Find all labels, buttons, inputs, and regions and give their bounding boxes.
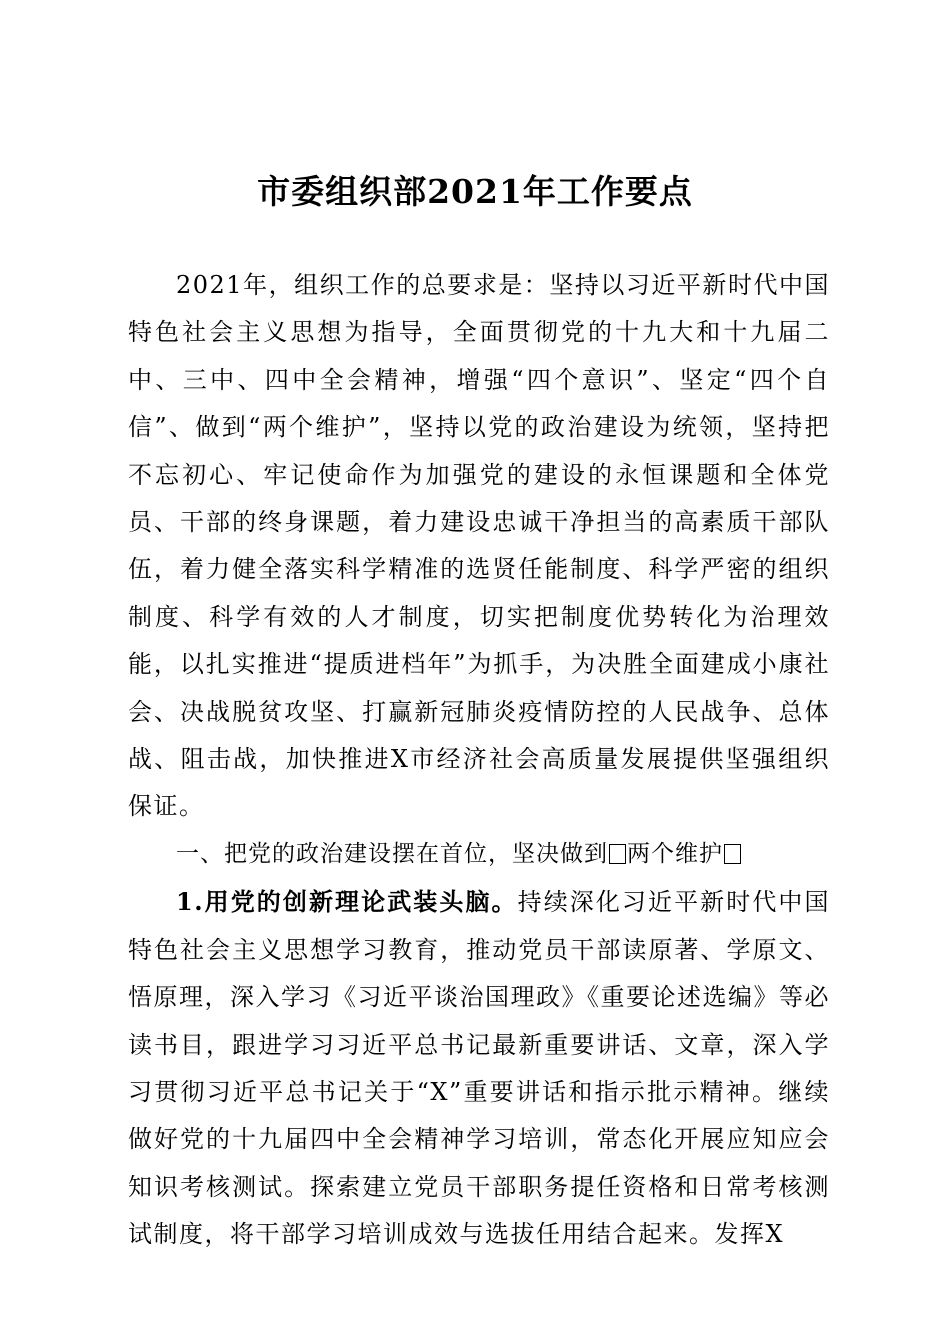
document-body xyxy=(128,262,830,1259)
item-1-lead: 1.用党的创新理论武装头脑。 xyxy=(176,887,518,917)
intro-paragraph: 2021年，组织工作的总要求是：坚持以习近平新时代中国特色社会主义思想为指导，全面贯彻党的十九大和十九届二中、三中、四中全会精神，增强“四个意识”、坚定“四个自信”、做到“两个维护”，坚持以党的政治建设为统领，坚持把不忘初心、牢记使命作为加强党的建设的永恒课题和全体党员、干部的终身课题，着力建设忠诚干净担当的高素质干部队伍，着力健全落实科学精准的选贤任能制度、科学严密的组织制度、科学有效的人才制度，切实把制度优势转化为治理效能，以扎实推进“提质进档年”为抓手，为决胜全面建成小康社会、决战脱贫攻坚、打赢新冠肺炎疫情防控的人民战争、总体战、阻击战，加快推进X市经济社会高质量发展提供坚强组织保证。 xyxy=(128,271,830,821)
section-1-heading-quoted: 两个维护 xyxy=(627,840,723,867)
missing-glyph-box-icon xyxy=(609,844,626,864)
document-title: 市委组织部2021年工作要点 xyxy=(257,172,693,211)
section-1-heading-text: 一、把党的政治建设摆在首位，坚决做到 xyxy=(176,840,608,867)
item-1-text: 持续深化习近平新时代中国特色社会主义思想学习教育，推动党员干部读原著、学原文、悟原理，深入学习《习近平谈治国理政》《重要论述选编》等必读书目，跟进学习习近平总书记最新重要讲话、文章，深入学习贯彻习近平总书记关于“X”重要讲话和指示批示精神。继续做好党的十九届四中全会精神学习培训，常态化开展应知应会知识考核测试。探索建立党员干部职务提任资格和日常考核测试制度，将干部学习培训成效与选拔任用结合起来。发挥X xyxy=(128,888,830,1249)
section-1-heading xyxy=(128,831,830,878)
section-1-item-1 xyxy=(128,878,830,1258)
missing-glyph-box-icon xyxy=(724,844,741,864)
